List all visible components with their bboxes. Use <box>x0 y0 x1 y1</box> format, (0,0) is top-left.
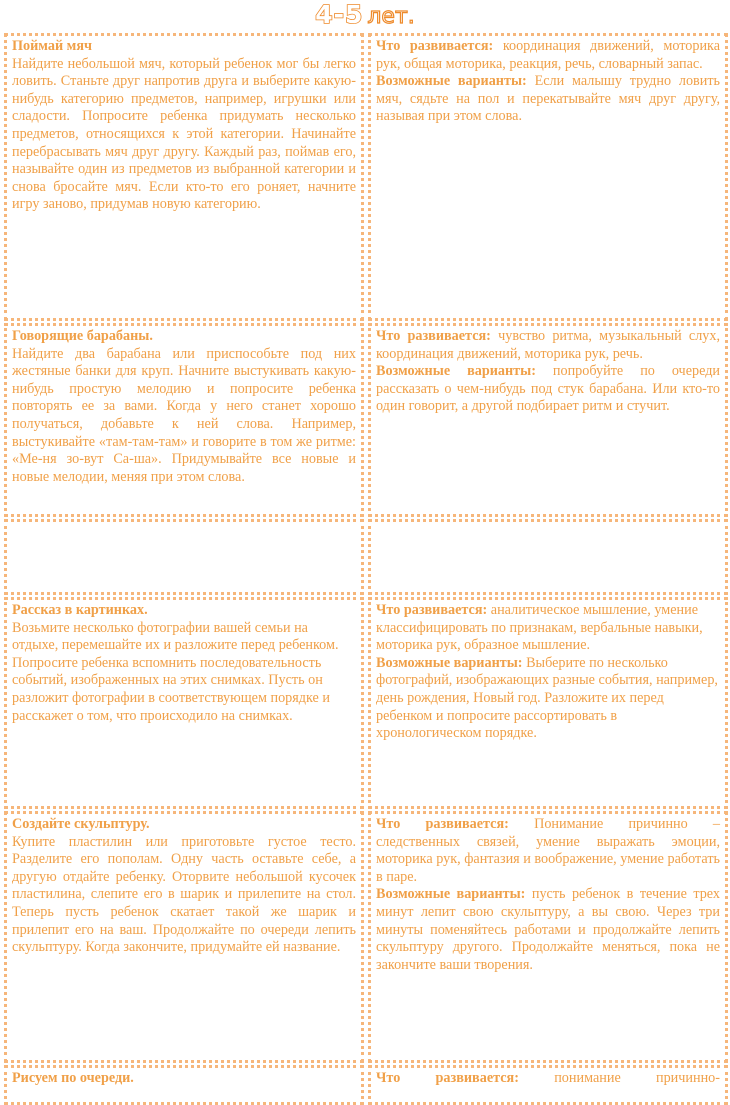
activities-table <box>4 33 728 1093</box>
variants-text: Если малышу трудно ловить мяч, сядьте на пол и перекатывайте мяч друг другу, называя при этом слова. <box>376 73 721 125</box>
develops-label: Что развивается: <box>376 1070 519 1086</box>
variants-block <box>376 886 720 974</box>
variants-label: Возможные варианты: <box>376 363 536 380</box>
develops-block <box>376 328 720 363</box>
develops-text: аналитическое мышление, умение классифицировать по признакам, вербальные навыки, моторика рук, образное мышление. <box>376 602 703 654</box>
develops-label: Что развивается: <box>376 816 509 832</box>
card-title: Говорящие барабаны. <box>12 328 153 344</box>
develops-label: Что развивается: <box>376 38 494 54</box>
develops-block <box>376 1070 720 1088</box>
variants-block <box>376 655 720 743</box>
variants-text: попробуйте по очереди рассказать о чем-нибудь под стук барабана. Или кто-то один говорит, а другой подбирает ритм и стучит. <box>376 363 721 415</box>
card-details <box>368 811 728 1063</box>
card-text: Возьмите несколько фотографии вашей семьи на отдыхе, перемешайте их и разложите перед ребенком. Попросите ребенка вспомнить последовательность событий, изображенных на этих снимках. Пусть он разложит фотографии в соответствующем порядке и расскажет о том, что происходило на снимках. <box>12 619 339 724</box>
develops-text: чувство ритма, музыкальный слух, координация движений, моторика рук, речь. <box>376 328 721 362</box>
card-description <box>4 811 364 1063</box>
develops-label: Что развивается: <box>376 328 491 344</box>
card-title: Рассказ в картинках. <box>12 602 148 618</box>
variants-label: Возможные варианты: <box>376 73 527 90</box>
card-text: Купите пластилин или приготовьте густое тесто. Разделите его пополам. Одну часть оставьте себе, а другую отдайте ребенку. Оторвите небольшой кусочек пластилина, слепите его в шарик и прилепите на стол. Теперь пусть ребенок скатает такой же шарик и прилепит его на ваш. Продолжайте по очереди лепить скульптуру. Когда закончите, придумайте ей название. <box>12 833 356 956</box>
age-unit: лет. <box>367 4 415 29</box>
card-description <box>4 1065 364 1105</box>
card-description <box>4 323 364 517</box>
page-header <box>0 0 730 32</box>
card-details <box>368 323 728 517</box>
develops-text: координация движений, моторика рук, общая моторика, реакция, речь, словарный запас. <box>376 38 721 72</box>
variants-label: Возможные варианты: <box>376 886 526 903</box>
variants-text: пусть ребенок в течение трех минут лепит свою скульптуру, а вы свою. Через три минуты поменяйтесь работами и продолжайте лепить скульптуру другого. Продолжайте меняться, пока не закончите ваши творения. <box>376 886 720 973</box>
develops-block <box>376 38 720 73</box>
card-description <box>4 597 364 809</box>
card-details <box>368 1065 728 1105</box>
card-title: Поймай мяч <box>12 38 93 54</box>
empty-cell <box>368 519 728 595</box>
variants-block <box>376 363 720 416</box>
card-description <box>4 33 364 321</box>
card-details <box>368 597 728 809</box>
variants-block <box>376 73 720 126</box>
develops-label: Что развивается: <box>376 602 488 618</box>
develops-block <box>376 602 720 655</box>
card-text: Найдите небольшой мяч, который ребенок мог бы легко ловить. Станьте друг напротив друга и выберите какую-нибудь категорию предметов, например, игрушки или сладости. Попросите ребенка придумать несколько предметов, относящихся к этой категории. Начинайте перебрасывать мяч друг другу. Каждый раз, поймав его, называйте один из предметов из выбранной категории и снова бросайте мяч. Если кто-то его роняет, начните игру заново, придумав новую категорию. <box>12 55 356 213</box>
card-title: Рисуем по очереди. <box>12 1070 134 1086</box>
develops-text: понимание причинно- <box>554 1070 720 1086</box>
card-details <box>368 33 728 321</box>
age-range: 4-5 <box>315 0 364 29</box>
develops-text: Понимание причинно – следственных связей, умение выражать эмоции, моторика рук, фантазия и воображение, умение работать в паре. <box>376 816 721 885</box>
card-text: Найдите два барабана или приспособьте под них жестяные банки для круп. Начните выстукивать какую-нибудь простую мелодию и попросите ребенка повторять ее за вами. Когда у него станет хорошо получаться, добавьте к ней слова. Например, выстукивайте «там-там-там» и говорите в том же ритме: «Ме-ня зо-вут Са-ша». Придумывайте все новые и новые мелодии, меняя при этом слова. <box>12 345 356 485</box>
empty-cell <box>4 519 364 595</box>
variants-text: Выберите по несколько фотографий, изображающих разные события, например, день рождения, Новый год. Разложите их перед ребенком и попросите рассортировать в хронологическом порядке. <box>376 654 718 742</box>
develops-block <box>376 816 720 886</box>
variants-label: Возможные варианты: <box>376 654 523 671</box>
card-title: Создайте скульптуру. <box>12 816 150 832</box>
